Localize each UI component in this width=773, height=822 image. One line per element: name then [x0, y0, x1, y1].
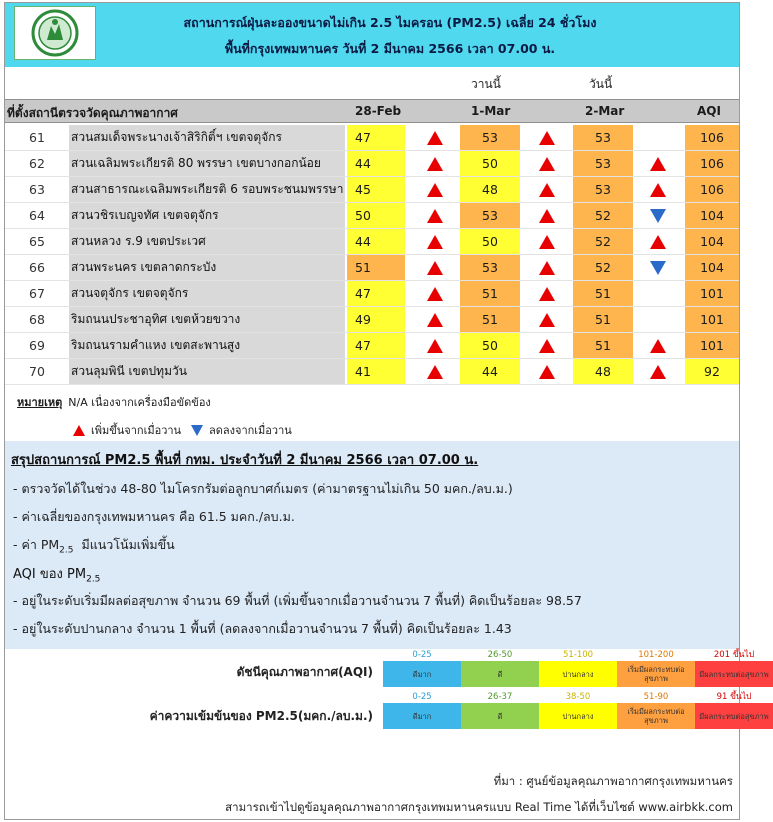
trend-arrow-3 [635, 359, 681, 384]
scale-level-text: มีผลกระทบต่อสุขภาพ [695, 661, 773, 687]
note [17, 393, 211, 411]
up-arrow-icon [427, 287, 443, 301]
station-number: 64 [29, 208, 45, 223]
trend-arrow-1 [415, 203, 455, 228]
up-arrow-icon [539, 157, 555, 171]
pm-value-mar1: 50 [460, 151, 520, 176]
trend-arrow-1 [415, 125, 455, 150]
pm-value-mar1: 50 [460, 229, 520, 254]
trend-arrow-3 [635, 281, 681, 306]
station-name: ริมถนนรามคำแหง เขตสะพานสูง [69, 333, 345, 358]
station-name: สวนสาธารณะเฉลิมพระเกียรติ 6 รอบพระชนมพรรษา [69, 177, 345, 202]
scale-level [617, 649, 695, 687]
up-arrow-icon [650, 365, 666, 379]
legend-up [73, 421, 181, 439]
scale-level-text: ดีมาก [383, 661, 461, 687]
station-number: 66 [29, 260, 45, 275]
summary-section [5, 441, 739, 649]
legend-down-text: ลดลงจากเมื่อวาน [209, 424, 292, 437]
bma-logo [14, 6, 96, 60]
trend-prefix: - ค่า PM [13, 537, 60, 552]
up-arrow-icon [73, 425, 85, 436]
scale-level [695, 649, 773, 687]
table-row [5, 359, 739, 385]
scale-section [5, 649, 769, 739]
station-column-header: ที่ตั้งสถานีตรวจวัดคุณภาพอากาศ [7, 106, 178, 120]
summary-title: สรุปสถานการณ์ PM2.5 พื้นที่ กทม. ประจำวันที่ 2 มีนาคม 2566 เวลา 07.00 น. [11, 453, 479, 468]
pm-value-mar1: 44 [460, 359, 520, 384]
station-number: 69 [29, 338, 45, 353]
scale-level-text: เริ่มมีผลกระทบต่อสุขภาพ [617, 703, 695, 729]
summary-line-unhealthy: - อยู่ในระดับเริ่มมีผลต่อสุขภาพ จำนวน 69 พื้นที่ (เพิ่มขึ้นจากเมื่อวานจำนวน 7 พื้นที่) คิดเป็นร้อยละ 98.57 [13, 593, 582, 608]
summary-line-range: - ตรวจวัดได้ในช่วง 48-80 ไมโครกรัมต่อลูกบาศก์เมตร (ค่ามาตรฐานไม่เกิน 50 มคก./ลบ.ม.) [13, 481, 513, 496]
scale-level-text: มีผลกระทบต่อสุขภาพ [695, 703, 773, 729]
scale-level [383, 649, 461, 687]
aqi-heading-sub: 2.5 [86, 574, 101, 585]
trend-arrow-2 [527, 229, 567, 254]
down-arrow-icon [650, 209, 666, 223]
trend-arrow-2 [527, 203, 567, 228]
station-number: 61 [29, 130, 45, 145]
pm-value-mar2: 53 [573, 151, 633, 176]
trend-arrow-1 [415, 177, 455, 202]
report-subtitle: พื้นที่กรุงเทพมหานคร วันที่ 2 มีนาคม 2566 เวลา 07.00 น. [224, 41, 556, 56]
aqi-value: 106 [685, 177, 739, 202]
pm-value-mar2: 53 [573, 177, 633, 202]
trend-arrow-1 [415, 333, 455, 358]
trend-arrow-2 [527, 281, 567, 306]
aqi-value: 101 [685, 307, 739, 332]
website-text: สามารถเข้าไปดูข้อมูลคุณภาพอากาศกรุงเทพมหานครแบบ Real Time ได้ที่เว็บไซต์ www.airbkk.com [225, 800, 733, 814]
summary-line-trend [13, 535, 175, 556]
station-name: สวนพระนคร เขตลาดกระบัง [69, 255, 345, 280]
table-row [5, 151, 739, 177]
trend-arrow-1 [415, 281, 455, 306]
station-name: สวนเฉลิมพระเกียรติ 80 พรรษา เขตบางกอกน้อย [69, 151, 345, 176]
up-arrow-icon [650, 339, 666, 353]
scale-level-text: ดี [461, 703, 539, 729]
pm-value-mar1: 53 [460, 255, 520, 280]
note-text: N/A เนื่องจากเครื่องมือขัดข้อง [68, 396, 211, 409]
scale-level [461, 691, 539, 729]
up-arrow-icon [427, 131, 443, 145]
scale-level [539, 691, 617, 729]
station-number: 70 [29, 364, 45, 379]
station-name: สวนหลวง ร.9 เขตประเวศ [69, 229, 345, 254]
trend-arrow-2 [527, 359, 567, 384]
report-title: สถานการณ์ฝุ่นละอองขนาดไม่เกิน 2.5 ไมครอน (PM2.5) เฉลี่ย 24 ชั่วโมง [183, 15, 597, 30]
scale-level-text: ดี [461, 661, 539, 687]
pm-value-mar2: 51 [573, 281, 633, 306]
up-arrow-icon [427, 157, 443, 171]
pm-value-feb28: 44 [347, 229, 405, 254]
up-arrow-icon [427, 209, 443, 223]
pm-value-mar1: 51 [460, 307, 520, 332]
table-row [5, 307, 739, 333]
scale-level-text: ดีมาก [383, 703, 461, 729]
table-row [5, 255, 739, 281]
table-row [5, 203, 739, 229]
up-arrow-icon [427, 183, 443, 197]
today-label: วันนี้ [589, 77, 613, 91]
up-arrow-icon [427, 339, 443, 353]
table-row [5, 333, 739, 359]
aqi-value: 104 [685, 203, 739, 228]
trend-arrow-3 [635, 177, 681, 202]
table-row [5, 229, 739, 255]
scale-level [461, 649, 539, 687]
up-arrow-icon [539, 209, 555, 223]
up-arrow-icon [650, 157, 666, 171]
pm-value-feb28: 49 [347, 307, 405, 332]
trend-arrow-2 [527, 177, 567, 202]
report-header [5, 3, 739, 67]
summary-line-average: - ค่าเฉลี่ยของกรุงเทพมหานคร คือ 61.5 มคก./ลบ.ม. [13, 509, 295, 524]
up-arrow-icon [539, 313, 555, 327]
trend-arrow-1 [415, 229, 455, 254]
aqi-value: 92 [685, 359, 739, 384]
trend-suffix: มีแนวโน้มเพิ่มขึ้น [81, 537, 175, 552]
pm-value-feb28: 47 [347, 125, 405, 150]
scale-level-text: เริ่มมีผลกระทบต่อสุขภาพ [617, 661, 695, 687]
up-arrow-icon [539, 339, 555, 353]
trend-arrow-2 [527, 125, 567, 150]
trend-arrow-2 [527, 255, 567, 280]
pm-value-mar2: 53 [573, 125, 633, 150]
table-row [5, 177, 739, 203]
up-arrow-icon [427, 313, 443, 327]
aqi-value: 104 [685, 255, 739, 280]
scale-level-text: ปานกลาง [539, 703, 617, 729]
table-row [5, 125, 739, 151]
pm-value-mar2: 52 [573, 255, 633, 280]
trend-arrow-3 [635, 151, 681, 176]
aqi-column-header: AQI [697, 104, 721, 118]
trend-arrow-3 [635, 203, 681, 228]
pm-value-mar1: 53 [460, 125, 520, 150]
pm-value-mar1: 48 [460, 177, 520, 202]
station-number: 68 [29, 312, 45, 327]
trend-arrow-2 [527, 333, 567, 358]
scale-range: 26-37 [487, 692, 513, 702]
up-arrow-icon [539, 131, 555, 145]
up-arrow-icon [650, 183, 666, 197]
station-name: สวนวชิรเบญจทัศ เขตจตุจักร [69, 203, 345, 228]
pm-value-mar2: 51 [573, 307, 633, 332]
aqi-heading [13, 563, 100, 585]
trend-arrow-1 [415, 359, 455, 384]
pm-value-mar2: 48 [573, 359, 633, 384]
up-arrow-icon [650, 235, 666, 249]
note-label: หมายเหตุ [17, 396, 63, 409]
station-name: สวนจตุจักร เขตจตุจักร [69, 281, 345, 306]
scale-range: 51-100 [562, 650, 594, 660]
pm-value-mar1: 51 [460, 281, 520, 306]
up-arrow-icon [427, 365, 443, 379]
trend-sub: 2.5 [59, 545, 74, 556]
scale-range: 101-200 [638, 650, 674, 660]
down-arrow-icon [650, 261, 666, 275]
trend-arrow-3 [635, 255, 681, 280]
scale-level-text: ปานกลาง [539, 661, 617, 687]
station-number: 67 [29, 286, 45, 301]
up-arrow-icon [539, 261, 555, 275]
trend-arrow-3 [635, 333, 681, 358]
scale-range: 0-25 [412, 650, 432, 660]
date2-column-header: 1-Mar [471, 104, 511, 118]
up-arrow-icon [539, 287, 555, 301]
trend-arrow-1 [415, 151, 455, 176]
station-name: ริมถนนประชาอุทิศ เขตห้วยขวาง [69, 307, 345, 332]
aqi-value: 101 [685, 333, 739, 358]
scale-level [695, 691, 773, 729]
source-text: ที่มา : ศูนย์ข้อมูลคุณภาพอากาศกรุงเทพมหานคร [493, 774, 733, 788]
aqi-heading-prefix: AQI ของ PM [13, 567, 87, 582]
pm-value-mar2: 51 [573, 333, 633, 358]
up-arrow-icon [427, 235, 443, 249]
station-number: 63 [29, 182, 45, 197]
trend-arrow-3 [635, 307, 681, 332]
aqi-scale-label: ดัชนีคุณภาพอากาศ(AQI) [236, 665, 373, 679]
scale-range: 51-90 [643, 692, 669, 702]
pm-value-mar2: 52 [573, 203, 633, 228]
aqi-value: 104 [685, 229, 739, 254]
up-arrow-icon [539, 183, 555, 197]
scale-level [617, 691, 695, 729]
up-arrow-icon [539, 235, 555, 249]
table-row [5, 281, 739, 307]
report-frame [4, 2, 769, 820]
up-arrow-icon [427, 261, 443, 275]
trend-arrow-1 [415, 255, 455, 280]
pm-value-mar1: 53 [460, 203, 520, 228]
pm-scale-label: ค่าความเข้มข้นของ PM2.5(มคก./ลบ.ม.) [149, 709, 373, 723]
aqi-value: 106 [685, 151, 739, 176]
trend-arrow-1 [415, 307, 455, 332]
bma-seal-icon [25, 8, 85, 58]
scale-range: 0-25 [412, 692, 432, 702]
trend-arrow-3 [635, 125, 681, 150]
up-arrow-icon [539, 365, 555, 379]
yesterday-label: วานนี้ [471, 77, 501, 91]
scale-range: 201 ขึ้นไป [713, 650, 755, 660]
pm-value-feb28: 50 [347, 203, 405, 228]
station-number: 65 [29, 234, 45, 249]
legend-up-text: เพิ่มขึ้นจากเมื่อวาน [91, 424, 182, 437]
trend-arrow-2 [527, 307, 567, 332]
scale-range: 26-50 [487, 650, 513, 660]
pm-value-feb28: 47 [347, 281, 405, 306]
station-number: 62 [29, 156, 45, 171]
pm-value-feb28: 45 [347, 177, 405, 202]
scale-range: 38-50 [565, 692, 591, 702]
down-arrow-icon [191, 425, 203, 436]
pm-value-feb28: 51 [347, 255, 405, 280]
pm-value-mar2: 52 [573, 229, 633, 254]
date1-column-header: 28-Feb [355, 104, 402, 118]
pm-value-mar1: 50 [460, 333, 520, 358]
legend-down [191, 421, 292, 439]
pm-value-feb28: 44 [347, 151, 405, 176]
station-name: สวนลุมพินี เขตปทุมวัน [69, 359, 345, 384]
scale-level [539, 649, 617, 687]
date3-column-header: 2-Mar [585, 104, 625, 118]
aqi-value: 106 [685, 125, 739, 150]
trend-arrow-2 [527, 151, 567, 176]
scale-level [383, 691, 461, 729]
aqi-value: 101 [685, 281, 739, 306]
station-name: สวนสมเด็จพระนางเจ้าสิริกิติ์ฯ เขตจตุจักร [69, 125, 345, 150]
table-header [5, 99, 739, 123]
trend-arrow-3 [635, 229, 681, 254]
summary-line-moderate: - อยู่ในระดับปานกลาง จำนวน 1 พื้นที่ (ลดลงจากเมื่อวานจำนวน 7 พื้นที่) คิดเป็นร้อยละ 1.43 [13, 621, 512, 636]
pm-value-feb28: 41 [347, 359, 405, 384]
scale-range: 91 ขึ้นไป [716, 692, 752, 702]
pm-value-feb28: 47 [347, 333, 405, 358]
